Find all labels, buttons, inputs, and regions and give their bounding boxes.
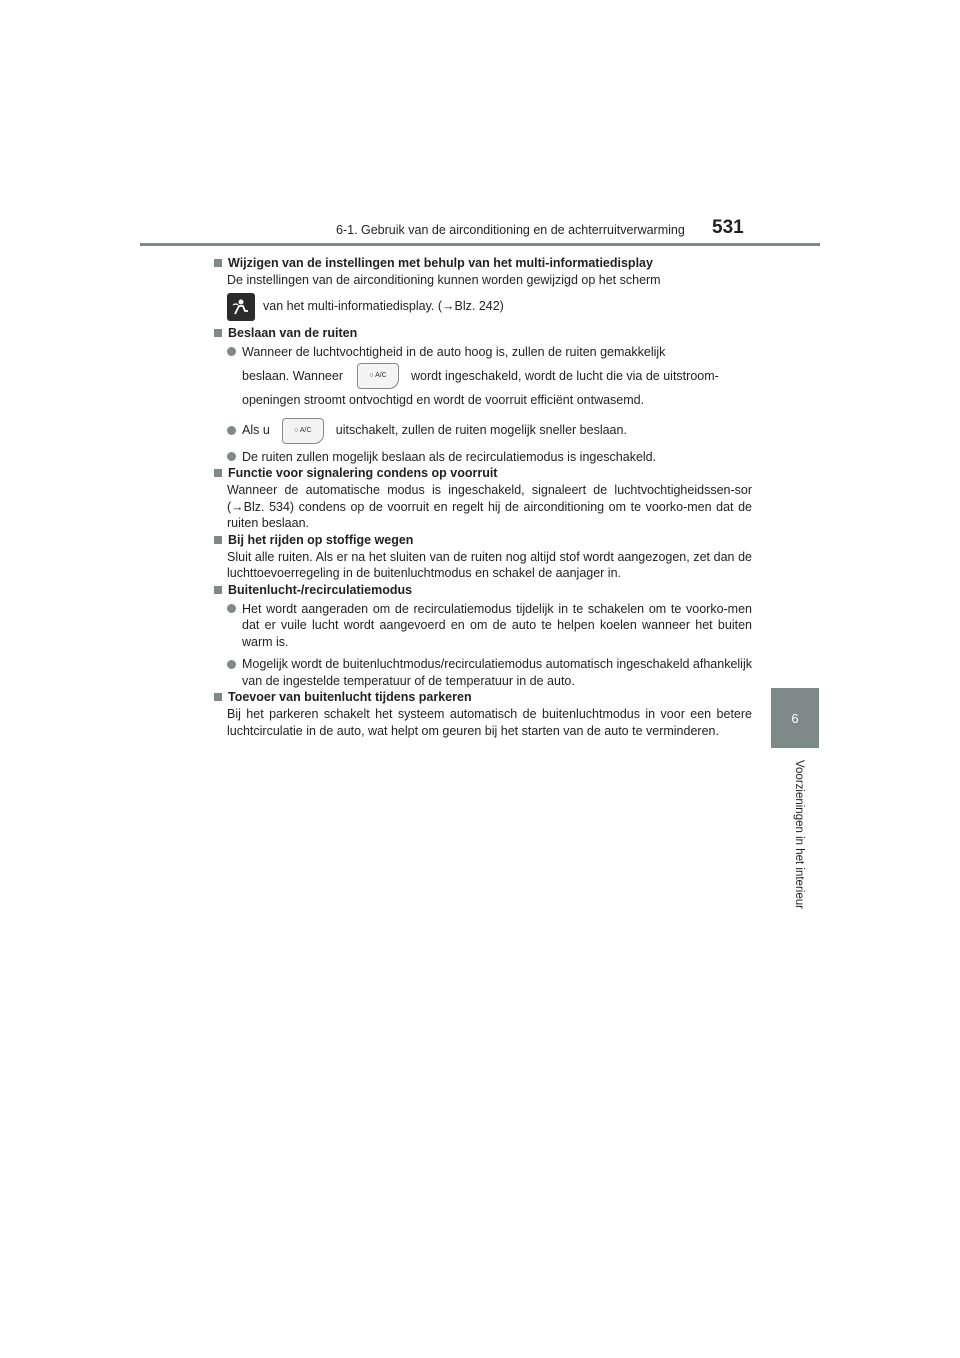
section-fogging xyxy=(210,325,752,466)
round-bullet-icon xyxy=(227,660,236,669)
section-heading: Toevoer van buitenlucht tijdens parkeren xyxy=(210,689,752,706)
round-bullet-icon xyxy=(227,426,236,435)
section-dusty-roads xyxy=(210,532,752,582)
section-text: Wanneer de automatische modus is ingeschakeld, signaleert de luchtvochtigheidssen-sor (→Blz. 534) condens op de voorruit en regelt hij de airconditioning om te voorko-men dat de ruiten beslaan. xyxy=(227,483,752,530)
list-item: De ruiten zullen mogelijk beslaan als de recirculatiemodus is ingeschakeld. xyxy=(210,449,752,466)
list-item: Wanneer de luchtvochtigheid in de auto hoog is, zullen de ruiten gemakkelijk beslaan. Wanneer ○ A/C wordt ingeschakeld, wordt de lucht die via de uitstroom- openingen stroomt ontvochtigd en wordt de voorruit efficiënt ontwasemd. xyxy=(210,344,752,409)
section-text: Bij het parkeren schakelt het systeem automatisch de buitenluchtmodus in voor een betere luchtcirculatie in de auto, wat helpt om geuren bij het starten van de auto te verminderen. xyxy=(227,707,752,738)
section-multi-info-display xyxy=(210,255,752,325)
square-bullet-icon xyxy=(214,469,222,477)
list-item: Het wordt aangeraden om de recirculatiemodus tijdelijk in te schakelen om te voorko-men dat er vuile lucht wordt aangevoerd en om de auto te helpen koelen wanneer het buiten warm is. xyxy=(210,601,752,651)
square-bullet-icon xyxy=(214,693,222,701)
header-rule xyxy=(140,243,820,246)
list-item: Mogelijk wordt de buitenluchtmodus/recirculatiemodus automatisch ingeschakeld afhankelijk van de ingestelde temperatuur of de temperatuur in de auto. xyxy=(210,656,752,689)
square-bullet-icon xyxy=(214,536,222,544)
section-heading: Beslaan van de ruiten xyxy=(210,325,752,342)
section-heading: Buitenlucht-/recirculatiemodus xyxy=(210,582,752,599)
square-bullet-icon xyxy=(214,259,222,267)
page-content xyxy=(210,255,752,739)
air-flow-settings-icon xyxy=(227,293,255,321)
section-recirculation xyxy=(210,582,752,690)
ac-button-icon: ○ A/C xyxy=(282,418,324,444)
chapter-number: 6 xyxy=(791,710,799,726)
round-bullet-icon xyxy=(227,604,236,613)
list-item: Als u ○ A/C uitschakelt, zullen de ruiten mogelijk sneller beslaan. xyxy=(210,415,752,447)
section-heading: Functie voor signalering condens op voorruit xyxy=(210,465,752,482)
running-header: 6-1. Gebruik van de airconditioning en de achterruitverwarming xyxy=(336,223,685,237)
page-number: 531 xyxy=(712,217,744,238)
section-heading: Bij het rijden op stoffige wegen xyxy=(210,532,752,549)
round-bullet-icon xyxy=(227,347,236,356)
ac-button-icon: ○ A/C xyxy=(357,363,399,389)
chapter-title: Voorzieningen in het interieur xyxy=(793,760,805,909)
chapter-tab xyxy=(771,688,819,748)
round-bullet-icon xyxy=(227,452,236,461)
square-bullet-icon xyxy=(214,329,222,337)
section-condensation xyxy=(210,465,752,532)
section-heading: Wijzigen van de instellingen met behulp van het multi-informatiedisplay xyxy=(210,255,752,272)
section-parking-air xyxy=(210,689,752,739)
section-text: Sluit alle ruiten. Als er na het sluiten van de ruiten nog altijd stof wordt aangezogen, zet dan de luchttoevoerregeling in de buitenluchtmodus en schakel de aanjager in. xyxy=(227,549,752,580)
section-text: De instellingen van de airconditioning kunnen worden gewijzigd op het scherm van het multi-informatiedisplay. (→Blz. 242) xyxy=(227,272,752,325)
square-bullet-icon xyxy=(214,586,222,594)
